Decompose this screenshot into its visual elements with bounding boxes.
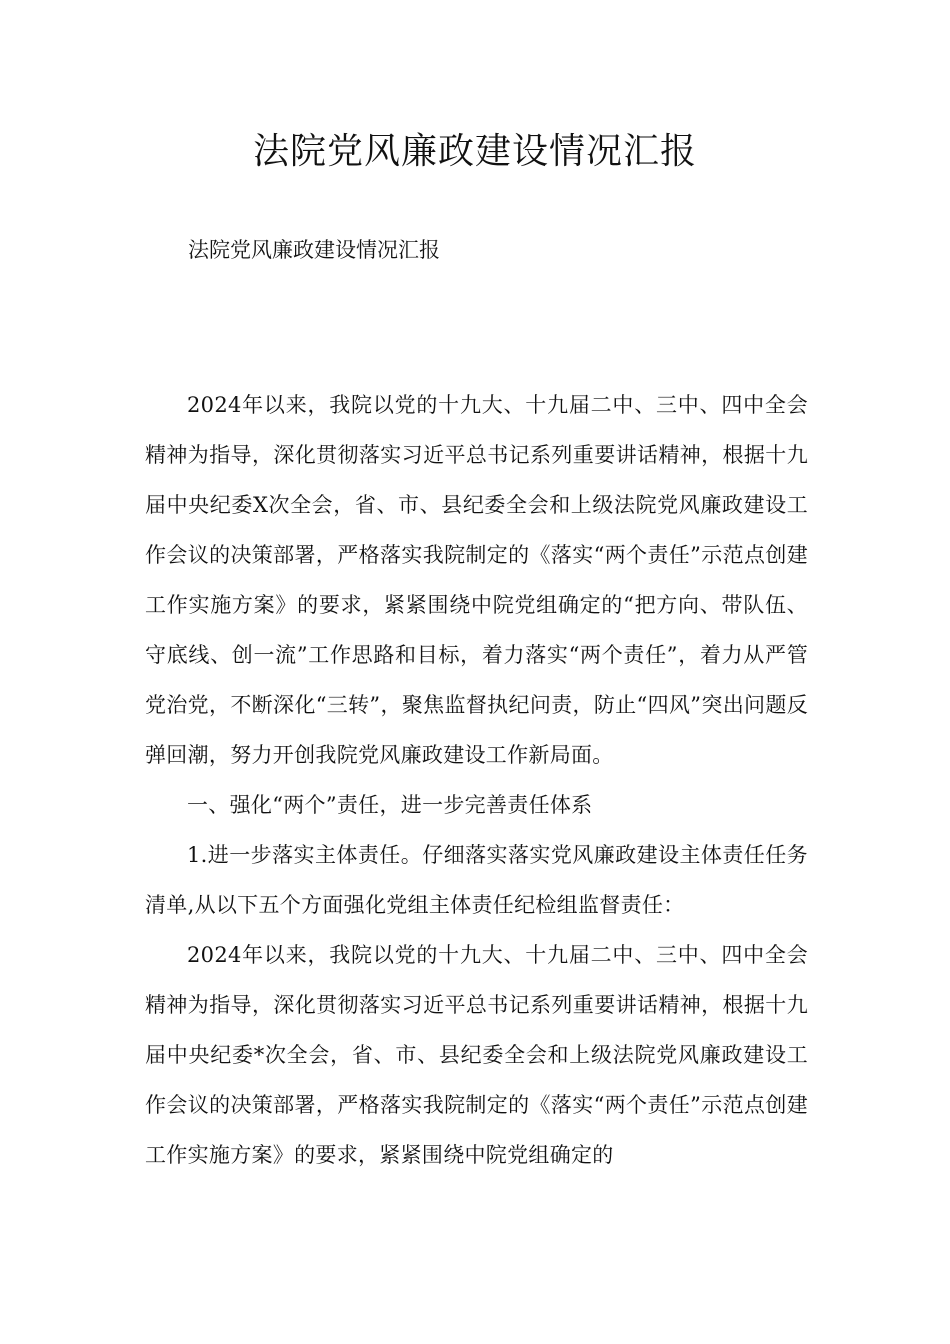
- document-title: 法院党风廉政建设情况汇报: [252, 131, 697, 172]
- section-heading: 一、强化“两个”责任，进一步完善责任体系: [187, 793, 593, 817]
- document-subtitle: 法院党风廉政建设情况汇报: [188, 238, 440, 262]
- document-body: [145, 380, 808, 1180]
- paragraph: 2024年以来，我院以党的十九大、十九届二中、三中、四中全会精神为指导，深化贯彻落实习近平总书记系列重要讲话精神，根据十九届中央纪委*次全会，省、市、县纪委全会和上级法院党风廉政建设工作会议的决策部署，严格落实我院制定的《落实“两个责任”示范点创建工作实施方案》的要求，紧紧围绕中院党组确定的: [145, 943, 808, 1167]
- paragraph: 2024年以来，我院以党的十九大、十九届二中、三中、四中全会精神为指导，深化贯彻落实习近平总书记系列重要讲话精神，根据十九届中央纪委X次全会，省、市、县纪委全会和上级法院党风廉政建设工作会议的决策部署，严格落实我院制定的《落实“两个责任”示范点创建工作实施方案》的要求，紧紧围绕中院党组确定的“把方向、带队伍、守底线、创一流”工作思路和目标，着力落实“两个责任”，着力从严管党治党，不断深化“三转”，聚焦监督执纪问责，防止“四风”突出问题反弹回潮，努力开创我院党风廉政建设工作新局面。: [145, 393, 808, 767]
- paragraph: 1.进一步落实主体责任。仔细落实落实党风廉政建设主体责任任务清单,从以下五个方面强化党组主体责任纪检组监督责任：: [145, 843, 808, 917]
